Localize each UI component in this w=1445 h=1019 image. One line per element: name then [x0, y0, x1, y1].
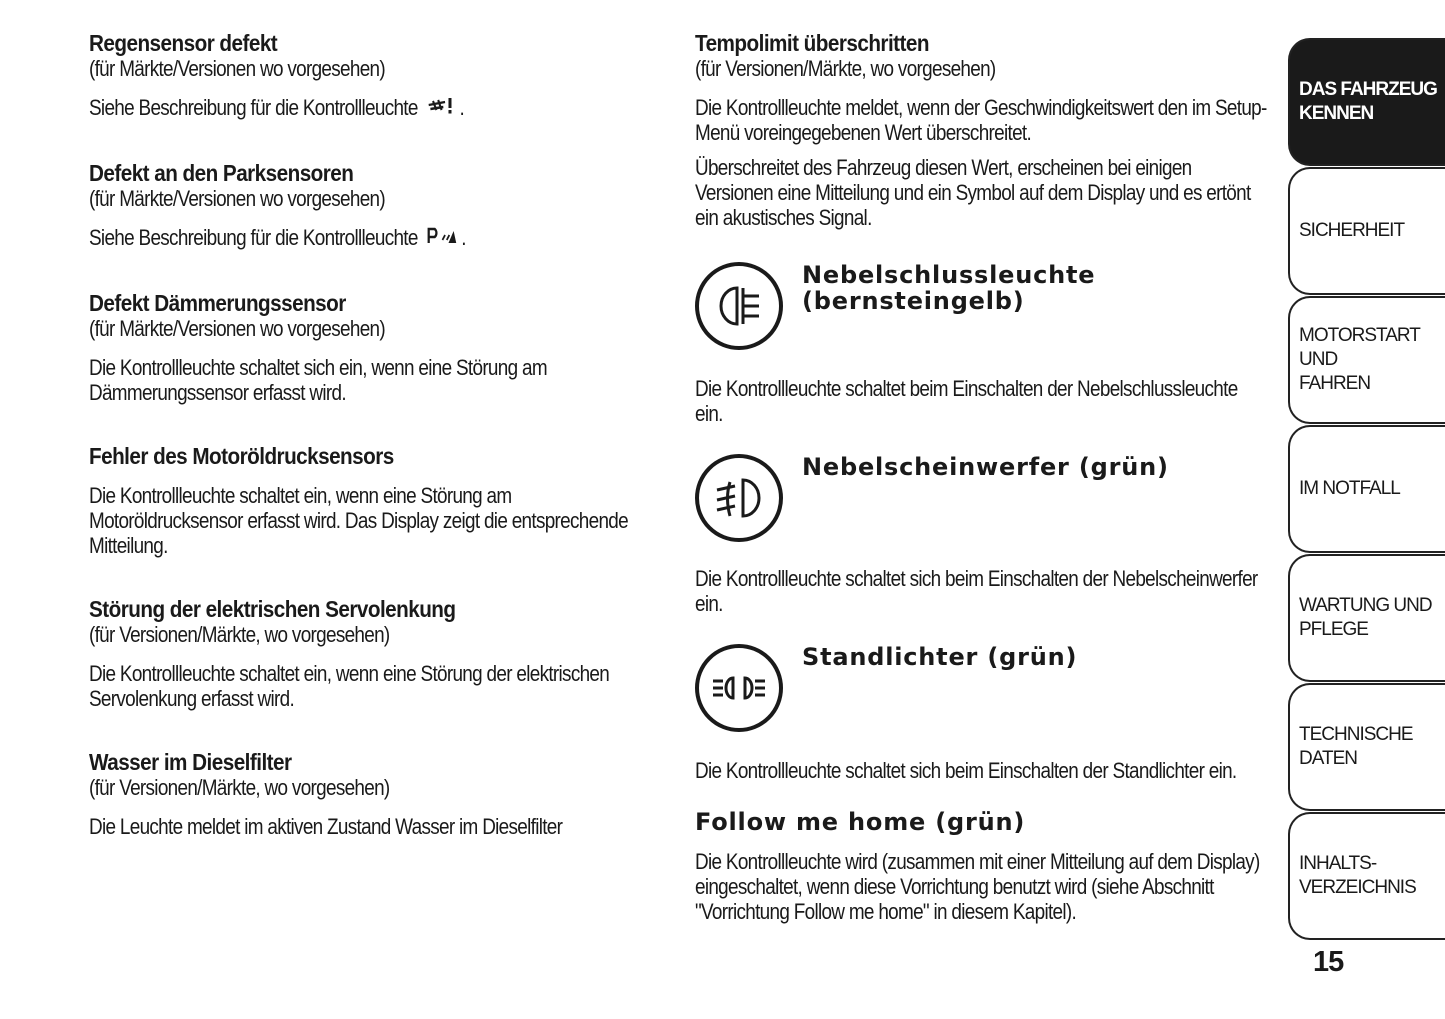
section-text: Die Kontrollleuchte schaltet ein, wenn eine Störung der elektrischen Servolenkung erfasst wird.	[89, 661, 610, 712]
tab-sicherheit[interactable]	[1288, 167, 1445, 295]
section-tempolimit	[695, 30, 1270, 230]
section-subtitle: (für Märkte/Versionen wo vorgesehen)	[89, 56, 385, 81]
lamp-text: Die Kontrollleuchte schaltet sich beim Einschalten der Nebelscheinwerfer ein.	[695, 566, 1258, 616]
section-title: Defekt an den Parksensoren	[89, 160, 354, 187]
front-fog-lamp-icon	[695, 454, 783, 542]
rain-sensor-warning-icon	[426, 96, 455, 122]
section-title: Tempolimit überschritten	[695, 30, 929, 56]
section-text: Siehe Beschreibung für die Kontrollleuchte .	[89, 225, 668, 252]
section-subtitle: (für Märkte/Versionen wo vorgesehen)	[89, 186, 385, 212]
lamp-title: Standlichter (grün)	[802, 643, 1078, 671]
section-title: Defekt Dämmerungssensor	[89, 290, 346, 317]
section-subtitle: (für Versionen/Märkte, wo vorgesehen)	[695, 56, 996, 81]
section-daemmerungssensor	[89, 290, 669, 405]
section-subtitle: (für Märkte/Versionen wo vorgesehen)	[89, 316, 385, 342]
section-text: Die Kontrollleuchte wird (zusammen mit einer Mitteilung auf dem Display) eingeschaltet, wenn diese Vorrichtung benutzt wird (siehe Abschnitt "Vorrichtung Follow me home" in diesem Kapitel).	[695, 849, 1260, 924]
section-title: Störung der elektrischen Servolenkung	[89, 596, 456, 623]
tab-inhaltsverzeichnis[interactable]	[1288, 812, 1445, 940]
tab-das-fahrzeug-kennen[interactable]	[1288, 38, 1445, 166]
lamp-title: Nebelschlussleuchte (bernsteingelb)	[802, 261, 1096, 315]
section-dieselfilter	[89, 749, 669, 839]
section-text: Die Kontrollleuchte schaltet sich ein, wenn eine Störung am Dämmerungssensor erfasst wird.	[89, 355, 547, 406]
tab-label: TECHNISCHE DATEN	[1299, 724, 1413, 769]
section-title: Wasser im Dieselfilter	[89, 749, 292, 776]
left-column	[89, 30, 669, 857]
section-title: Fehler des Motoröldrucksensors	[89, 443, 394, 470]
right-column	[695, 30, 1270, 942]
tab-im-notfall[interactable]	[1288, 425, 1445, 553]
tab-label: DAS FAHRZEUG KENNEN	[1299, 79, 1437, 124]
section-standlichter	[695, 644, 1270, 783]
lamp-text: Die Kontrollleuchte schaltet sich beim Einschalten der Standlichter ein.	[695, 758, 1237, 783]
tab-label: SICHERHEIT	[1299, 220, 1405, 241]
tab-label: WARTUNG UND PFLEGE	[1299, 595, 1432, 640]
tab-label: IM NOTFALL	[1299, 478, 1400, 499]
tab-label: MOTORSTART UND FAHREN	[1299, 325, 1420, 394]
tab-motorstart-und-fahren[interactable]	[1288, 296, 1445, 424]
lamp-text: Die Kontrollleuchte schaltet beim Einschalten der Nebelschlussleuchte ein.	[695, 376, 1238, 426]
section-nebelschlussleuchte	[695, 262, 1270, 426]
tab-technische-daten[interactable]	[1288, 683, 1445, 811]
parking-lights-icon	[695, 644, 783, 732]
tab-wartung-und-pflege[interactable]	[1288, 554, 1445, 682]
section-title: Regensensor defekt	[89, 30, 278, 56]
section-servolenkung	[89, 596, 669, 711]
section-nebelscheinwerfer	[695, 454, 1270, 616]
section-title: Follow me home (grün)	[695, 808, 1026, 836]
page-number: 15	[1313, 946, 1344, 978]
section-motoroeldrucksensor	[89, 443, 669, 558]
lamp-title: Nebelscheinwerfer (grün)	[802, 453, 1169, 481]
section-follow-me-home	[695, 809, 1270, 924]
section-parksensoren	[89, 160, 669, 252]
rear-fog-lamp-icon	[695, 262, 783, 350]
section-text: Die Kontrollleuchte meldet, wenn der Geschwindigkeitswert den im Setup-Menü voreingegebenen Wert überschreitet.	[695, 95, 1267, 145]
tab-label: INHALTS- VERZEICHNIS	[1299, 853, 1416, 898]
section-text: Die Kontrollleuchte schaltet ein, wenn eine Störung am Motoröldrucksensor erfasst wird. Das Display zeigt die entsprechende Mitteilung.	[89, 483, 628, 559]
park-sensor-icon	[426, 226, 457, 252]
section-text: Siehe Beschreibung für die Kontrollleuchte .	[89, 95, 668, 122]
chapter-tabs	[1288, 38, 1445, 941]
section-text: Überschreitet des Fahrzeug diesen Wert, erscheinen bei einigen Versionen eine Mitteilung und ein Symbol auf dem Display und es ertönt ein akustisches Signal.	[695, 155, 1251, 230]
section-subtitle: (für Versionen/Märkte, wo vorgesehen)	[89, 775, 390, 801]
section-text: Die Leuchte meldet im aktiven Zustand Wasser im Dieselfilter	[89, 814, 563, 840]
section-subtitle: (für Versionen/Märkte, wo vorgesehen)	[89, 622, 390, 648]
section-regensensor	[89, 30, 669, 122]
